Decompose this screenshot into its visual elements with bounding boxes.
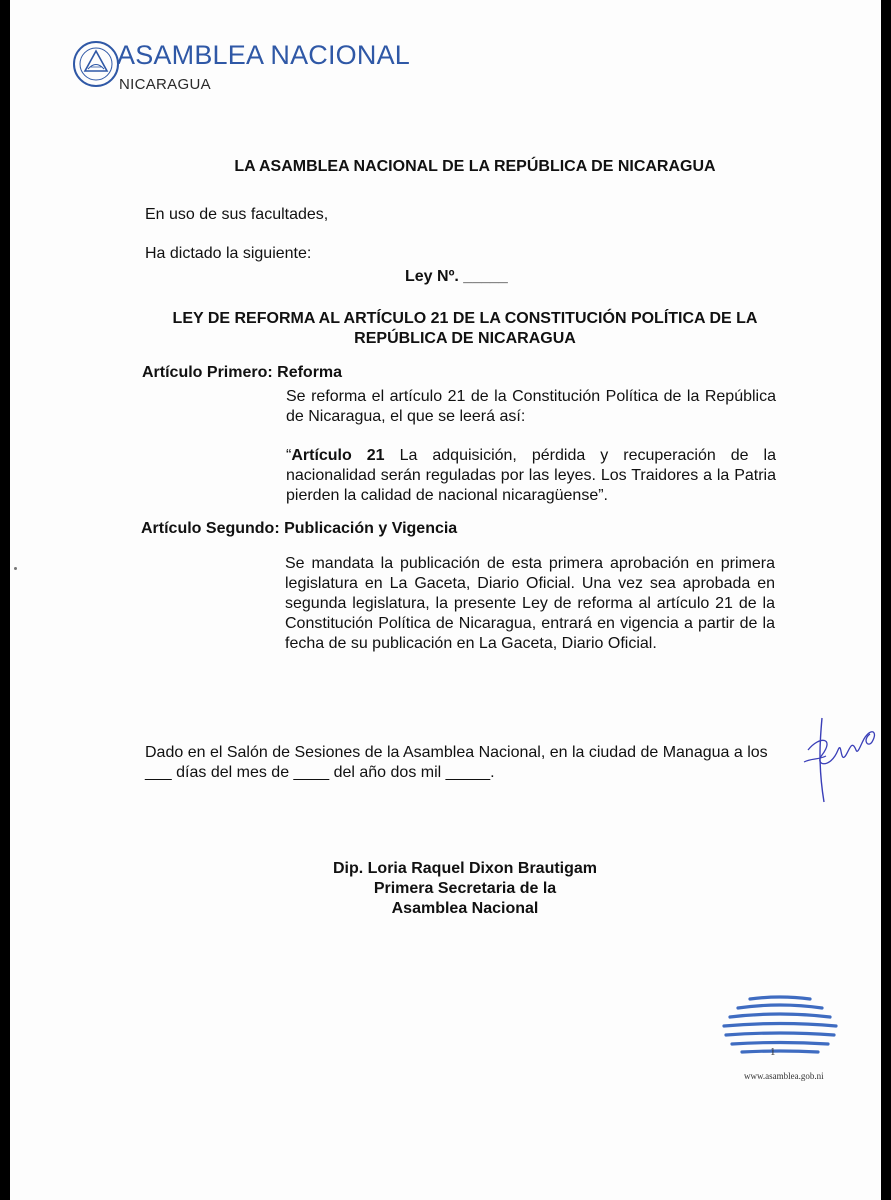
signatory-block xyxy=(300,859,630,919)
national-emblem-logo xyxy=(72,40,120,88)
org-name: ASAMBLEA NACIONAL xyxy=(117,40,411,70)
assembly-seal-icon xyxy=(710,990,850,1065)
article-2-body: Se mandata la publicación de esta primera aprobación en primera legislatura en La Gaceta, Diario Oficial. Una vez sea aprobada en segunda legislatura, la presente Ley de reforma al artículo 21 de la Constitución Política de Nicaragua, entrará en vigencia a partir de la fecha de su publicación en La Gaceta, Diario Oficial. xyxy=(285,555,775,652)
org-country: NICARAGUA xyxy=(119,76,211,93)
document-title: LA ASAMBLEA NACIONAL DE LA REPÚBLICA DE NICARAGUA xyxy=(234,158,716,175)
article-1-heading: Artículo Primero: Reforma xyxy=(142,364,343,381)
closing-paragraph: Dado en el Salón de Sesiones de la Asamblea Nacional, en la ciudad de Managua a los ___ días del mes de ____ del año dos mil _____. xyxy=(145,744,768,781)
signatory-role-line-2: Asamblea Nacional xyxy=(391,900,539,917)
article-2-heading: Artículo Segundo: Publicación y Vigencia xyxy=(141,520,458,537)
signatory-name: Dip. Loria Raquel Dixon Brautigam xyxy=(332,860,598,877)
intro-paragraph-2: Ha dictado la siguiente: xyxy=(145,245,312,262)
article-21-quote xyxy=(286,446,776,506)
handwritten-signature xyxy=(800,710,880,810)
article-1-body: Se reforma el artículo 21 de la Constitución Política de la República de Nicaragua, el que se leerá así: xyxy=(286,388,776,425)
law-number: Ley Nº. _____ xyxy=(405,268,508,285)
intro-paragraph-1: En uso de sus facultades, xyxy=(145,206,329,223)
signatory-role-line-1: Primera Secretaria de la xyxy=(373,880,557,897)
quote-text: La adquisición, pérdida y recuperación de la nacionalidad serán reguladas por las leyes. Los Traidores a la Patria pierden la calidad de nacional nicaragüense”. xyxy=(286,447,776,504)
quote-open-mark: “ xyxy=(286,447,292,464)
page-number: 1 xyxy=(770,1046,776,1058)
scan-speck xyxy=(14,567,17,570)
website-url: www.asamblea.gob.ni xyxy=(744,1071,824,1081)
law-title: LEY DE REFORMA AL ARTÍCULO 21 DE LA CONSTITUCIÓN POLÍTICA DE LA REPÚBLICA DE NICARAGUA xyxy=(172,310,758,347)
document-page xyxy=(10,0,881,1200)
quote-article-label: Artículo 21 xyxy=(291,447,385,464)
